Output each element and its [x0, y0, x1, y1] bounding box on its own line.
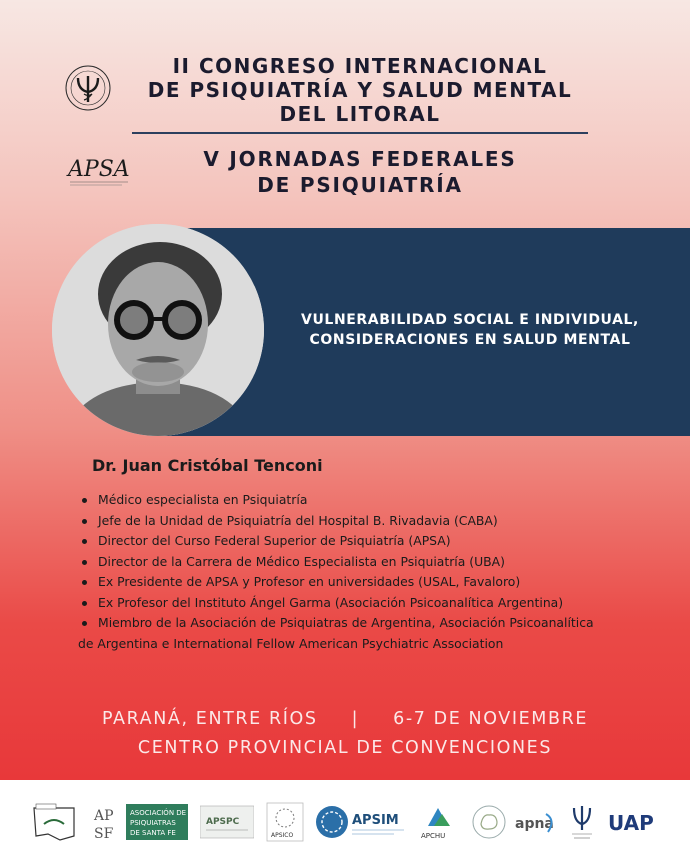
apsa-logo-text: APSA [68, 157, 130, 182]
bio-item: Ex Profesor del Instituto Ángel Garma (Asociación Psicoanalítica Argentina) [78, 593, 678, 614]
svg-text:apna: apna [515, 816, 554, 832]
congress-title-line3: DEL LITORAL [279, 102, 441, 126]
talk-title-line2: CONSIDERACIONES EN SALUD MENTAL [309, 332, 631, 348]
apchu-logo [418, 802, 458, 842]
psi-logo-icon [568, 802, 596, 842]
bio-item: Médico especialista en Psiquiatría [78, 490, 678, 511]
talk-title [280, 310, 660, 350]
congress-title [120, 54, 600, 126]
venue-place: CENTRO PROVINCIAL DE CONVENCIONES [137, 738, 553, 758]
svg-text:APCHU: APCHU [421, 832, 446, 840]
venue-city: PARANÁ, ENTRE RÍOS [101, 709, 318, 729]
bio-item: Jefe de la Unidad de Psiquiatría del Hospital B. Rivadavia (CABA) [78, 511, 678, 532]
jornadas-title-line1: V JORNADAS FEDERALES [203, 147, 517, 171]
svg-text:APSIM: APSIM [352, 813, 399, 828]
svg-text:UAP: UAP [608, 811, 654, 835]
apsf-logo [92, 802, 190, 842]
association-emblem-icon [64, 64, 112, 112]
bio-item-line2: de Argentina e International Fellow American Psychiatric Association [78, 635, 504, 651]
svg-text:SF: SF [94, 826, 114, 842]
venue-line1 [0, 705, 690, 734]
speaker-bio-list [78, 490, 678, 654]
speaker-name: Dr. Juan Cristóbal Tenconi [92, 456, 323, 475]
svg-text:AP: AP [94, 808, 114, 824]
venue-separator: | [351, 709, 360, 729]
bio-item [78, 613, 678, 654]
brain-logo-icon [470, 802, 508, 842]
venue-dates: 6-7 DE NOVIEMBRE [393, 709, 589, 729]
svg-text:ASOCIACIÓN DE: ASOCIACIÓN DE [130, 809, 187, 817]
bio-item: Director de la Carrera de Médico Especialista en Psiquiatría (UBA) [78, 552, 678, 573]
apsico-logo [266, 802, 304, 842]
svg-text:PSIQUIATRAS: PSIQUIATRAS [130, 819, 176, 827]
svg-text:DE SANTA FE: DE SANTA FE [130, 829, 176, 837]
congress-title-line2: DE PSIQUIATRÍA Y SALUD MENTAL [147, 78, 573, 102]
speaker-photo [52, 224, 264, 436]
svg-text:APSICO: APSICO [271, 832, 294, 839]
sponsors-strip [0, 780, 690, 862]
jornadas-title [120, 146, 600, 198]
title-divider [132, 132, 588, 134]
bio-item: Director del Curso Federal Superior de Psiquiatría (APSA) [78, 531, 678, 552]
la-pampa-logo-icon [30, 802, 78, 842]
apspc-logo [200, 802, 254, 842]
apna-logo [514, 802, 562, 842]
svg-text:APSPC: APSPC [206, 817, 240, 827]
bio-item: Ex Presidente de APSA y Profesor en universidades (USAL, Favaloro) [78, 572, 678, 593]
congress-title-line1: II CONGRESO INTERNACIONAL [172, 54, 548, 78]
bio-item-line1: Miembro de la Asociación de Psiquiatras de Argentina, Asociación Psicoanalítica [98, 615, 594, 630]
talk-title-line1: VULNERABILIDAD SOCIAL E INDIVIDUAL, [301, 312, 639, 328]
uap-logo [606, 802, 666, 842]
venue-info [0, 705, 690, 763]
jornadas-title-line2: DE PSIQUIATRÍA [257, 173, 463, 197]
apsim-logo [314, 802, 410, 842]
